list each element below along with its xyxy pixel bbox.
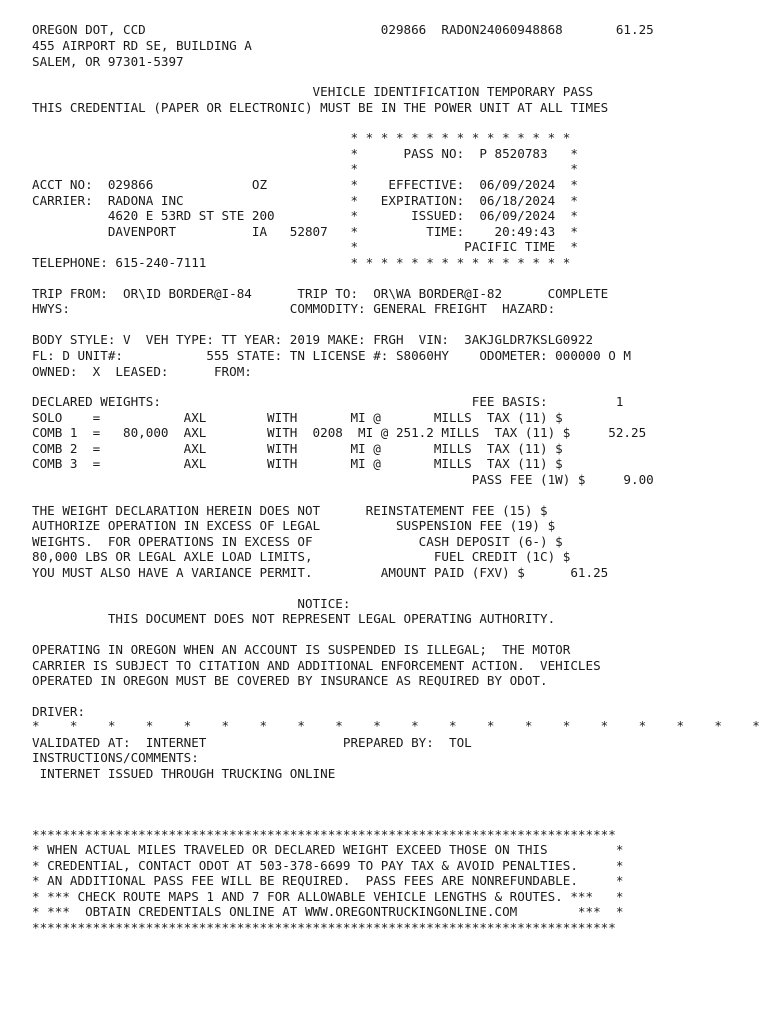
carrier-city-line: DAVENPORT IA 52807 * TIME: 20:49:43 * — [32, 224, 578, 239]
suspension-warning-line-1: OPERATING IN OREGON WHEN AN ACCOUNT IS SUSPENDED IS ILLEGAL; THE MOTOR — [32, 642, 571, 657]
carrier-street-line: 4620 E 53RD ST STE 200 * ISSUED: 06/09/2024 * — [32, 208, 578, 223]
fee-line-fuel-credit: 80,000 LBS OR LEGAL AXLE LOAD LIMITS, FUEL CREDIT (1C) $ — [32, 549, 571, 564]
account-line: ACCT NO: 029866 OZ * EFFECTIVE: 06/09/2024 * — [32, 177, 578, 192]
weight-row-solo: SOLO = AXL WITH MI @ MILLS TAX (11) $ — [32, 410, 563, 425]
weight-row-comb3: COMB 3 = AXL WITH MI @ MILLS TAX (11) $ — [32, 456, 563, 471]
header-line-agency: OREGON DOT, CCD 029866 RADON24060948868 61.25 — [32, 22, 654, 37]
footer-line-2: * CREDENTIAL, CONTACT ODOT AT 503-378-6699 TO PAY TAX & AVOID PENALTIES. * — [32, 858, 624, 873]
pass-box-spacer: * * — [32, 161, 578, 176]
weight-row-comb2: COMB 2 = AXL WITH MI @ MILLS TAX (11) $ — [32, 441, 563, 456]
footer-border-bottom: ***************************************************************************** — [32, 920, 616, 935]
notice-text: THIS DOCUMENT DOES NOT REPRESENT LEGAL OPERATING AUTHORITY. — [32, 611, 556, 626]
footer-line-4: * *** CHECK ROUTE MAPS 1 AND 7 FOR ALLOWABLE VEHICLE LENGTHS & ROUTES. *** * — [32, 889, 624, 904]
declared-weights-header: DECLARED WEIGHTS: FEE BASIS: 1 — [32, 394, 624, 409]
driver-signature-line: * * * * * * * * * * * * * * * * * * * * — [32, 718, 760, 733]
weight-row-comb1: COMB 1 = 80,000 AXL WITH 0208 MI @ 251.2 MILLS TAX (11) $ 52.25 — [32, 425, 647, 440]
telephone-line: TELEPHONE: 615-240-7111 * * * * * * * * * * * * * * * — [32, 255, 571, 270]
fee-line-suspension: AUTHORIZE OPERATION IN EXCESS OF LEGAL SUSPENSION FEE (19) $ — [32, 518, 556, 533]
pass-box-border-top: * * * * * * * * * * * * * * * — [32, 130, 571, 145]
pass-fee-line: PASS FEE (1W) $ 9.00 — [32, 472, 654, 487]
instructions-label: INSTRUCTIONS/COMMENTS: — [32, 750, 199, 765]
carrier-line: CARRIER: RADONA INC * EXPIRATION: 06/18/2024 * — [32, 193, 578, 208]
header-line-address: 455 AIRPORT RD SE, BUILDING A — [32, 38, 252, 53]
footer-line-1: * WHEN ACTUAL MILES TRAVELED OR DECLARED WEIGHT EXCEED THOSE ON THIS * — [32, 842, 624, 857]
notice-heading: NOTICE: — [32, 596, 351, 611]
suspension-warning-line-3: OPERATED IN OREGON MUST BE COVERED BY INSURANCE AS REQUIRED BY ODOT. — [32, 673, 548, 688]
trip-route-line: TRIP FROM: OR\ID BORDER@I-84 TRIP TO: OR\WA BORDER@I-82 COMPLETE — [32, 286, 609, 301]
driver-label: DRIVER: — [32, 704, 86, 719]
document-title: VEHICLE IDENTIFICATION TEMPORARY PASS — [32, 84, 594, 99]
timezone-line: * PACIFIC TIME * — [32, 239, 578, 254]
pass-number-line: * PASS NO: P 8520783 * — [32, 146, 578, 161]
suspension-warning-line-2: CARRIER IS SUBJECT TO CITATION AND ADDITIONAL ENFORCEMENT ACTION. VEHICLES — [32, 658, 601, 673]
fee-line-amount-paid: YOU MUST ALSO HAVE A VARIANCE PERMIT. AMOUNT PAID (FXV) $ 61.25 — [32, 565, 609, 580]
credential-warning: THIS CREDENTIAL (PAPER OR ELECTRONIC) MUST BE IN THE POWER UNIT AT ALL TIMES — [32, 100, 609, 115]
instructions-text: INTERNET ISSUED THROUGH TRUCKING ONLINE — [32, 766, 336, 781]
footer-line-3: * AN ADDITIONAL PASS FEE WILL BE REQUIRED. PASS FEES ARE NONREFUNDABLE. * — [32, 873, 624, 888]
vehicle-body-line: BODY STYLE: V VEH TYPE: TT YEAR: 2019 MAKE: FRGH VIN: 3AKJGLDR7KSLG0922 — [32, 332, 594, 347]
vehicle-unit-line: FL: D UNIT#: 555 STATE: TN LICENSE #: S8060HY ODOMETER: 000000 O M — [32, 348, 631, 363]
fee-line-reinstatement: THE WEIGHT DECLARATION HEREIN DOES NOT REINSTATEMENT FEE (15) $ — [32, 503, 548, 518]
commodity-line: HWYS: COMMODITY: GENERAL FREIGHT HAZARD: — [32, 301, 556, 316]
footer-line-5: * *** OBTAIN CREDENTIALS ONLINE AT WWW.OREGONTRUCKINGONLINE.COM *** * — [32, 904, 624, 919]
footer-border-top: ***************************************************************************** — [32, 827, 616, 842]
fee-line-cash-deposit: WEIGHTS. FOR OPERATIONS IN EXCESS OF CASH DEPOSIT (6-) $ — [32, 534, 563, 549]
ownership-line: OWNED: X LEASED: FROM: — [32, 364, 252, 379]
validated-line: VALIDATED AT: INTERNET PREPARED BY: TOL — [32, 735, 472, 750]
header-line-city: SALEM, OR 97301-5397 — [32, 54, 184, 69]
